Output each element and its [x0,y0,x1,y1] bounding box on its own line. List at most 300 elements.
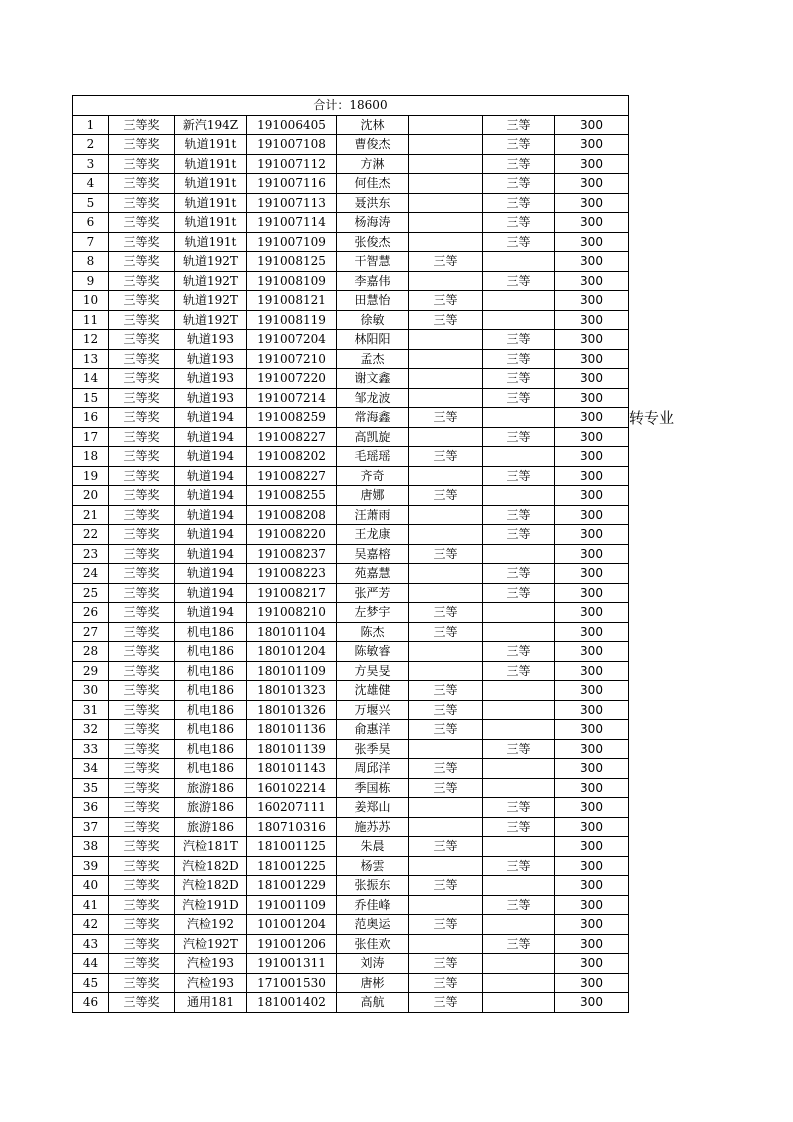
grade-a-cell [409,525,483,545]
class-name-cell: 机电186 [175,739,247,759]
student-name-cell: 李嘉伟 [337,271,409,291]
student-name-cell: 方昊旻 [337,661,409,681]
row-number-cell: 30 [73,681,109,701]
student-name-cell: 俞惠洋 [337,720,409,740]
amount-cell: 300 [555,603,629,623]
grade-b-cell: 三等 [483,349,555,369]
grade-b-cell: 三等 [483,135,555,155]
student-id-cell: 191001311 [247,954,337,974]
grade-b-cell: 三等 [483,271,555,291]
student-name-cell: 田慧怡 [337,291,409,311]
grade-b-cell: 三等 [483,505,555,525]
amount-cell: 300 [555,408,629,428]
grade-b-cell: 三等 [483,369,555,389]
class-name-cell: 汽检191D [175,895,247,915]
student-name-cell: 陈敏睿 [337,642,409,662]
student-id-cell: 191008119 [247,310,337,330]
award-level-cell: 三等奖 [109,408,175,428]
amount-cell: 300 [555,291,629,311]
student-id-cell: 191007109 [247,232,337,252]
class-name-cell: 轨道194 [175,505,247,525]
grade-a-cell: 三等 [409,954,483,974]
student-id-cell: 191008125 [247,252,337,272]
table-row [73,544,629,564]
award-level-cell: 三等奖 [109,427,175,447]
student-id-cell: 191008217 [247,583,337,603]
class-name-cell: 旅游186 [175,778,247,798]
amount-cell: 300 [555,388,629,408]
amount-cell: 300 [555,213,629,233]
row-number-cell: 32 [73,720,109,740]
grade-b-cell [483,837,555,857]
grade-a-cell [409,739,483,759]
row-number-cell: 24 [73,564,109,584]
award-level-cell: 三等奖 [109,934,175,954]
student-id-cell: 191008208 [247,505,337,525]
amount-cell: 300 [555,193,629,213]
table-row [73,954,629,974]
amount-cell: 300 [555,135,629,155]
class-name-cell: 汽检193 [175,973,247,993]
amount-cell: 300 [555,447,629,467]
amount-cell: 300 [555,564,629,584]
grade-a-cell [409,798,483,818]
grade-b-cell: 三等 [483,642,555,662]
grade-a-cell [409,213,483,233]
amount-cell: 300 [555,330,629,350]
student-id-cell: 191007113 [247,193,337,213]
award-level-cell: 三等奖 [109,739,175,759]
student-name-cell: 齐奇 [337,466,409,486]
award-level-cell: 三等奖 [109,720,175,740]
grade-a-cell [409,330,483,350]
grade-b-cell [483,622,555,642]
grade-b-cell [483,310,555,330]
class-name-cell: 汽检182D [175,876,247,896]
grade-a-cell: 三等 [409,544,483,564]
class-name-cell: 轨道194 [175,466,247,486]
student-name-cell: 张振东 [337,876,409,896]
award-level-cell: 三等奖 [109,915,175,935]
student-name-cell: 唐娜 [337,486,409,506]
grade-a-cell: 三等 [409,252,483,272]
grade-a-cell [409,466,483,486]
class-name-cell: 机电186 [175,720,247,740]
grade-b-cell: 三等 [483,232,555,252]
amount-cell: 300 [555,642,629,662]
table-row [73,778,629,798]
grade-a-cell [409,174,483,194]
amount-cell: 300 [555,700,629,720]
grade-b-cell: 三等 [483,330,555,350]
grade-b-cell: 三等 [483,466,555,486]
student-name-cell: 左梦宇 [337,603,409,623]
grade-b-cell [483,408,555,428]
amount-cell: 300 [555,310,629,330]
row-number-cell: 29 [73,661,109,681]
grade-a-cell [409,642,483,662]
grade-a-cell [409,154,483,174]
row-number-cell: 2 [73,135,109,155]
grade-b-cell: 三等 [483,115,555,135]
class-name-cell: 轨道193 [175,388,247,408]
grade-a-cell: 三等 [409,622,483,642]
student-id-cell: 191008109 [247,271,337,291]
student-name-cell: 万堰兴 [337,700,409,720]
amount-cell: 300 [555,427,629,447]
grade-a-cell: 三等 [409,778,483,798]
table-row [73,739,629,759]
grade-a-cell [409,583,483,603]
row-number-cell: 27 [73,622,109,642]
row-number-cell: 25 [73,583,109,603]
table-row [73,564,629,584]
award-level-cell: 三等奖 [109,174,175,194]
class-name-cell: 轨道194 [175,486,247,506]
table-row [73,856,629,876]
table-row [73,135,629,155]
class-name-cell: 旅游186 [175,798,247,818]
award-level-cell: 三等奖 [109,525,175,545]
grade-b-cell: 三等 [483,564,555,584]
grade-b-cell [483,876,555,896]
student-id-cell: 191007214 [247,388,337,408]
grade-b-cell: 三等 [483,213,555,233]
grade-b-cell: 三等 [483,583,555,603]
award-level-cell: 三等奖 [109,973,175,993]
grade-a-cell [409,193,483,213]
grade-b-cell: 三等 [483,525,555,545]
row-number-cell: 36 [73,798,109,818]
row-number-cell: 26 [73,603,109,623]
award-level-cell: 三等奖 [109,193,175,213]
amount-cell: 300 [555,271,629,291]
class-name-cell: 轨道191t [175,232,247,252]
grade-a-cell [409,661,483,681]
award-level-cell: 三等奖 [109,681,175,701]
award-level-cell: 三等奖 [109,642,175,662]
table-row [73,174,629,194]
amount-cell: 300 [555,115,629,135]
table-row [73,661,629,681]
table-row [73,193,629,213]
grade-a-cell: 三等 [409,408,483,428]
table-row [73,583,629,603]
award-level-cell: 三等奖 [109,954,175,974]
grade-b-cell [483,486,555,506]
table-row [73,622,629,642]
amount-cell: 300 [555,681,629,701]
grade-b-cell: 三等 [483,661,555,681]
student-name-cell: 曹俊杰 [337,135,409,155]
class-name-cell: 轨道194 [175,408,247,428]
student-name-cell: 周邱洋 [337,759,409,779]
student-name-cell: 张季昊 [337,739,409,759]
table-row [73,642,629,662]
amount-cell: 300 [555,739,629,759]
grade-a-cell [409,349,483,369]
amount-cell: 300 [555,622,629,642]
grade-b-cell [483,700,555,720]
student-id-cell: 191007220 [247,369,337,389]
table-row [73,349,629,369]
amount-cell: 300 [555,661,629,681]
amount-cell: 300 [555,466,629,486]
row-number-cell: 3 [73,154,109,174]
grade-b-cell: 三等 [483,427,555,447]
student-id-cell: 191007204 [247,330,337,350]
class-name-cell: 轨道192T [175,252,247,272]
row-number-cell: 44 [73,954,109,974]
amount-cell: 300 [555,934,629,954]
award-table-body [73,96,629,1013]
student-id-cell: 191001206 [247,934,337,954]
grade-a-cell [409,934,483,954]
table-row [73,915,629,935]
amount-cell: 300 [555,759,629,779]
student-name-cell: 姜郑山 [337,798,409,818]
grade-b-cell [483,993,555,1013]
grade-b-cell [483,720,555,740]
class-name-cell: 轨道191t [175,193,247,213]
row-number-cell: 15 [73,388,109,408]
grade-a-cell [409,895,483,915]
row-number-cell: 42 [73,915,109,935]
class-name-cell: 轨道194 [175,447,247,467]
table-row [73,525,629,545]
student-name-cell: 何佳杰 [337,174,409,194]
table-row [73,115,629,135]
award-level-cell: 三等奖 [109,466,175,486]
award-level-cell: 三等奖 [109,310,175,330]
amount-cell: 300 [555,349,629,369]
class-name-cell: 机电186 [175,622,247,642]
award-level-cell: 三等奖 [109,622,175,642]
student-name-cell: 常海鑫 [337,408,409,428]
row-number-cell: 40 [73,876,109,896]
grade-a-cell [409,232,483,252]
grade-a-cell: 三等 [409,700,483,720]
award-level-cell: 三等奖 [109,544,175,564]
amount-cell: 300 [555,895,629,915]
row-number-cell: 10 [73,291,109,311]
student-name-cell: 张俊杰 [337,232,409,252]
award-level-cell: 三等奖 [109,778,175,798]
class-name-cell: 旅游186 [175,817,247,837]
row-number-cell: 14 [73,369,109,389]
student-name-cell: 沈雄健 [337,681,409,701]
grade-b-cell: 三等 [483,798,555,818]
student-name-cell: 毛瑶瑶 [337,447,409,467]
student-name-cell: 季国栋 [337,778,409,798]
row-number-cell: 5 [73,193,109,213]
award-level-cell: 三等奖 [109,583,175,603]
student-name-cell: 方淋 [337,154,409,174]
grade-b-cell: 三等 [483,856,555,876]
amount-cell: 300 [555,486,629,506]
student-id-cell: 181001402 [247,993,337,1013]
student-id-cell: 101001204 [247,915,337,935]
student-id-cell: 191008237 [247,544,337,564]
student-id-cell: 181001225 [247,856,337,876]
student-name-cell: 张严芳 [337,583,409,603]
class-name-cell: 轨道191t [175,213,247,233]
amount-cell: 300 [555,369,629,389]
student-id-cell: 180101323 [247,681,337,701]
amount-cell: 300 [555,232,629,252]
amount-cell: 300 [555,720,629,740]
student-name-cell: 汪萧雨 [337,505,409,525]
amount-cell: 300 [555,778,629,798]
student-name-cell: 吴嘉榕 [337,544,409,564]
grade-b-cell: 三等 [483,817,555,837]
student-name-cell: 徐敏 [337,310,409,330]
row-number-cell: 35 [73,778,109,798]
table-row [73,603,629,623]
award-level-cell: 三等奖 [109,603,175,623]
grade-a-cell: 三等 [409,915,483,935]
award-level-cell: 三等奖 [109,213,175,233]
row-number-cell: 11 [73,310,109,330]
student-id-cell: 180101326 [247,700,337,720]
grade-b-cell: 三等 [483,895,555,915]
table-row [73,837,629,857]
class-name-cell: 轨道193 [175,330,247,350]
award-level-cell: 三等奖 [109,447,175,467]
award-level-cell: 三等奖 [109,154,175,174]
row-number-cell: 33 [73,739,109,759]
award-level-cell: 三等奖 [109,700,175,720]
student-name-cell: 聂洪东 [337,193,409,213]
award-level-cell: 三等奖 [109,115,175,135]
award-level-cell: 三等奖 [109,564,175,584]
student-id-cell: 181001229 [247,876,337,896]
class-name-cell: 轨道194 [175,544,247,564]
student-name-cell: 高凯旋 [337,427,409,447]
class-name-cell: 机电186 [175,681,247,701]
table-row [73,154,629,174]
student-id-cell: 191007112 [247,154,337,174]
student-name-cell: 孟杰 [337,349,409,369]
student-id-cell: 191008121 [247,291,337,311]
class-name-cell: 汽检193 [175,954,247,974]
grade-b-cell: 三等 [483,739,555,759]
row-number-cell: 17 [73,427,109,447]
row-number-cell: 37 [73,817,109,837]
table-row [73,798,629,818]
amount-cell: 300 [555,525,629,545]
grade-a-cell [409,564,483,584]
award-level-cell: 三等奖 [109,291,175,311]
total-row [73,96,629,116]
grade-a-cell [409,369,483,389]
student-id-cell: 191007114 [247,213,337,233]
amount-cell: 300 [555,837,629,857]
table-row [73,447,629,467]
amount-cell: 300 [555,505,629,525]
table-row [73,700,629,720]
amount-cell: 300 [555,583,629,603]
grade-a-cell [409,856,483,876]
grade-b-cell [483,603,555,623]
class-name-cell: 机电186 [175,661,247,681]
row-number-cell: 28 [73,642,109,662]
student-name-cell: 乔佳峰 [337,895,409,915]
student-id-cell: 191008210 [247,603,337,623]
table-row [73,876,629,896]
grade-a-cell [409,505,483,525]
row-number-cell: 1 [73,115,109,135]
grade-b-cell [483,759,555,779]
grade-a-cell: 三等 [409,993,483,1013]
award-level-cell: 三等奖 [109,876,175,896]
row-number-cell: 18 [73,447,109,467]
grade-b-cell [483,544,555,564]
class-name-cell: 轨道194 [175,427,247,447]
class-name-cell: 轨道191t [175,135,247,155]
class-name-cell: 汽检182D [175,856,247,876]
amount-cell: 300 [555,798,629,818]
row-number-cell: 16 [73,408,109,428]
grade-b-cell [483,447,555,467]
row-number-cell: 7 [73,232,109,252]
student-name-cell: 杨雲 [337,856,409,876]
award-level-cell: 三等奖 [109,271,175,291]
grade-b-cell [483,915,555,935]
award-level-cell: 三等奖 [109,349,175,369]
grade-a-cell [409,135,483,155]
amount-cell: 300 [555,993,629,1013]
class-name-cell: 轨道194 [175,583,247,603]
table-row [73,895,629,915]
student-name-cell: 朱晨 [337,837,409,857]
student-id-cell: 180710316 [247,817,337,837]
student-name-cell: 范奥运 [337,915,409,935]
table-row [73,330,629,350]
class-name-cell: 轨道193 [175,369,247,389]
student-id-cell: 180101104 [247,622,337,642]
grade-b-cell [483,252,555,272]
table-row [73,232,629,252]
grade-a-cell: 三等 [409,603,483,623]
student-name-cell: 谢文鑫 [337,369,409,389]
class-name-cell: 轨道194 [175,603,247,623]
table-row [73,310,629,330]
student-id-cell: 191008202 [247,447,337,467]
student-id-cell: 191008223 [247,564,337,584]
row-number-cell: 19 [73,466,109,486]
student-name-cell: 邹龙波 [337,388,409,408]
student-id-cell: 180101136 [247,720,337,740]
table-row [73,427,629,447]
row-number-cell: 45 [73,973,109,993]
student-id-cell: 191008227 [247,466,337,486]
student-name-cell: 干智慧 [337,252,409,272]
table-row [73,291,629,311]
student-id-cell: 191008255 [247,486,337,506]
grade-b-cell: 三等 [483,174,555,194]
class-name-cell: 通用181 [175,993,247,1013]
grade-a-cell: 三等 [409,973,483,993]
table-row [73,817,629,837]
class-name-cell: 机电186 [175,642,247,662]
award-level-cell: 三等奖 [109,798,175,818]
table-row [73,213,629,233]
row-number-cell: 23 [73,544,109,564]
award-table [72,95,629,1013]
student-name-cell: 林阳阳 [337,330,409,350]
amount-cell: 300 [555,954,629,974]
